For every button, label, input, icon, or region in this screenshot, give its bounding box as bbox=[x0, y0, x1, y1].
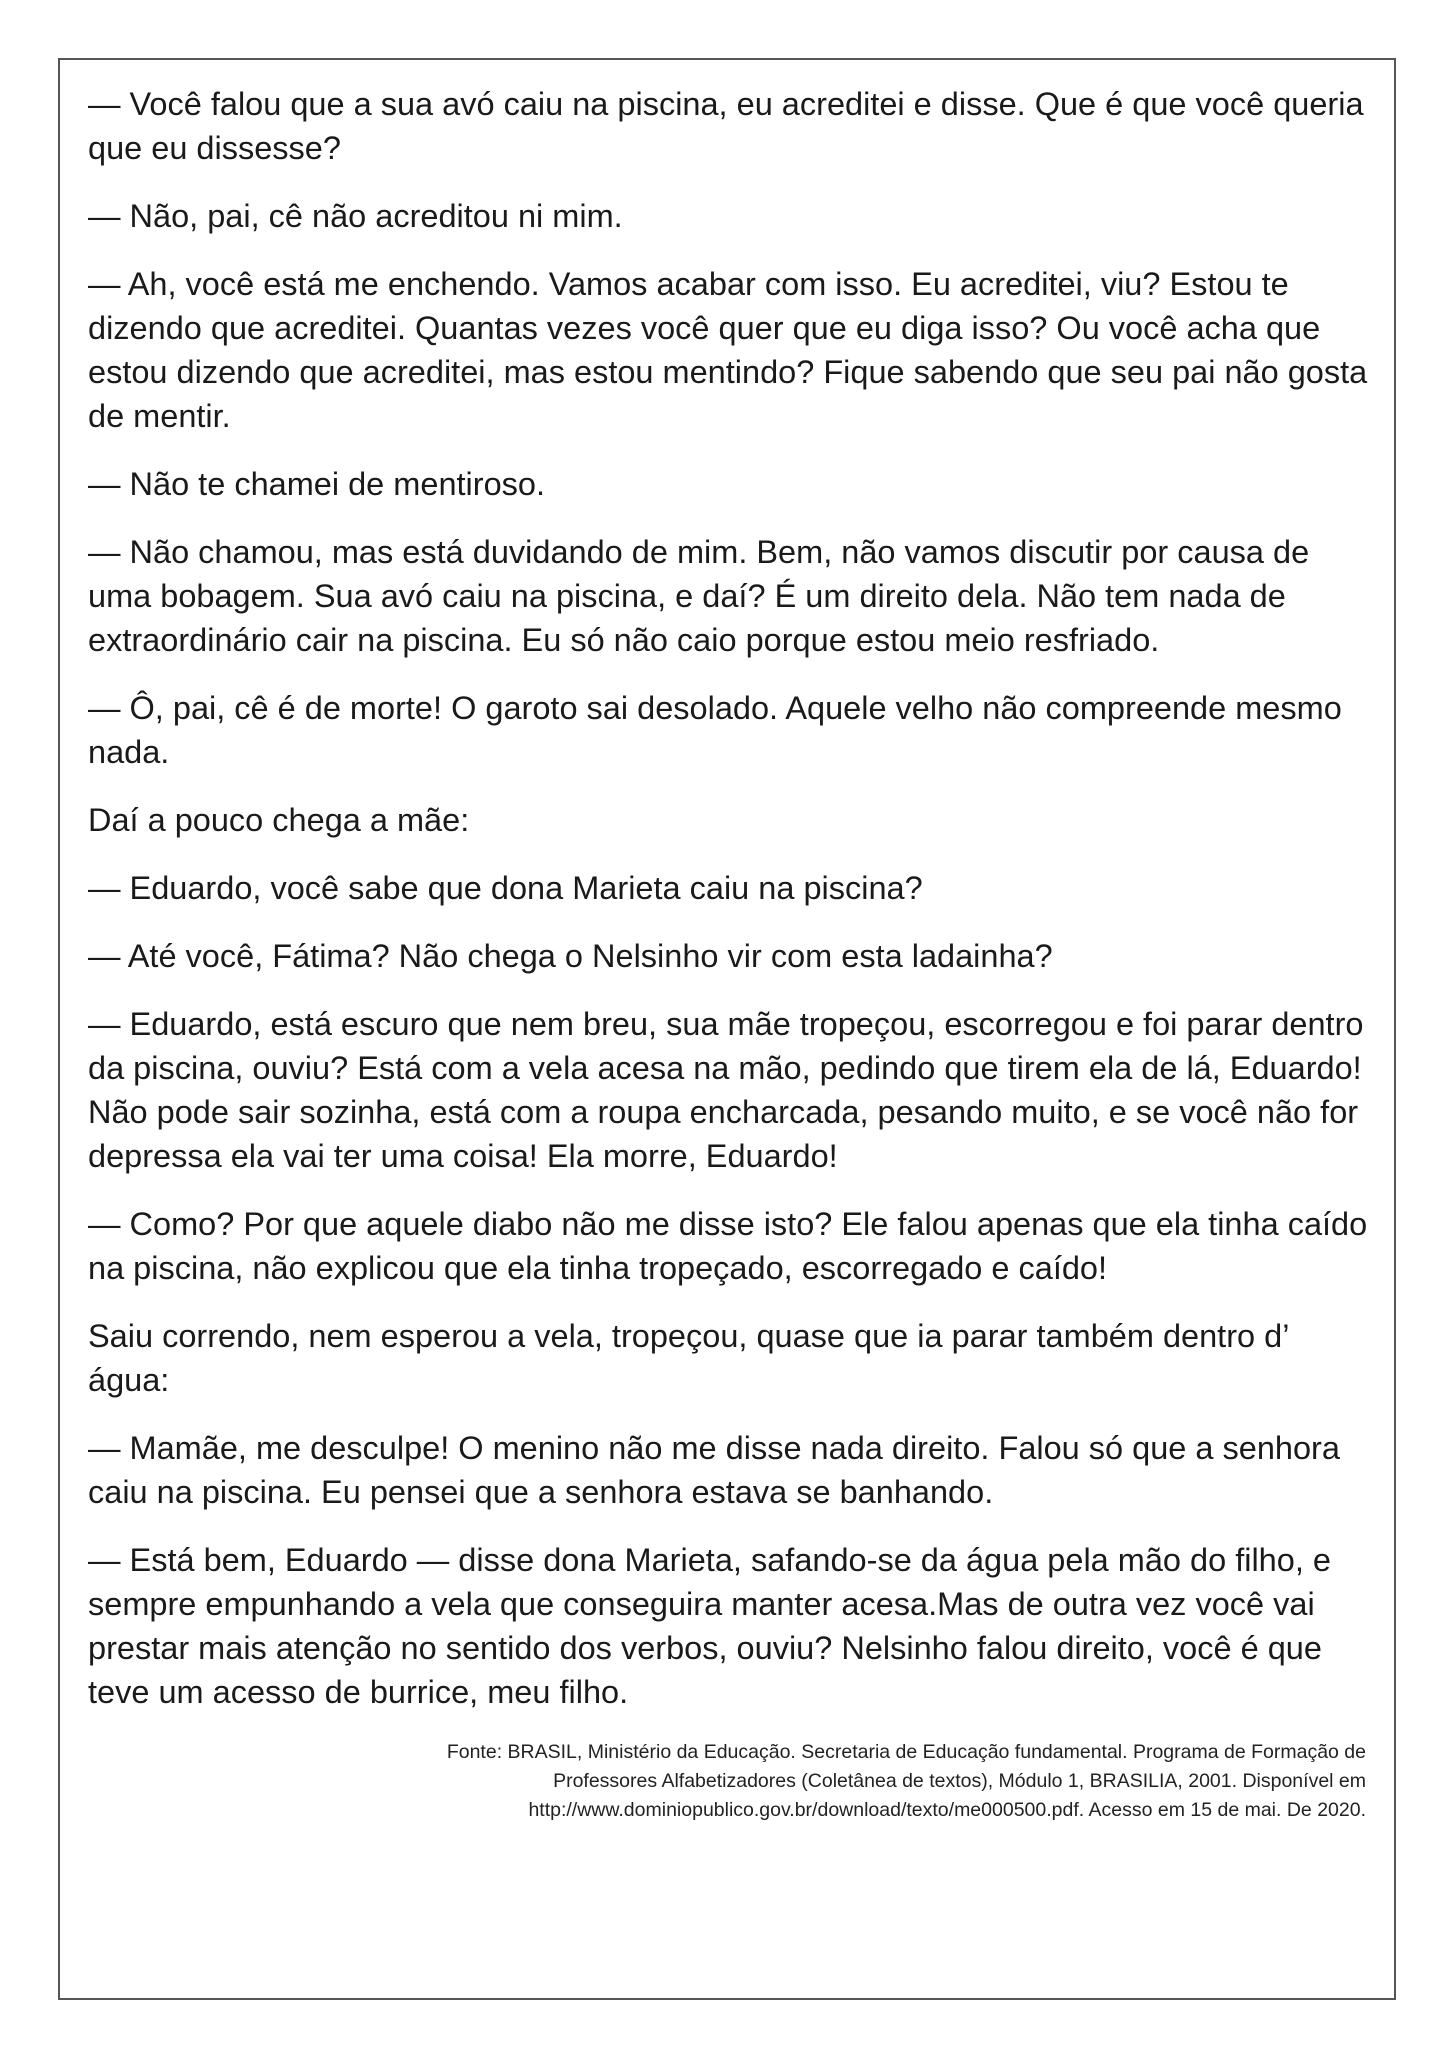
paragraph: — Não, pai, cê não acreditou ni mim. bbox=[88, 198, 623, 234]
paragraph: — Você falou que a sua avó caiu na piscina, eu acreditei e disse. Que é que você queria que eu dissesse? bbox=[88, 86, 1364, 166]
document-body bbox=[88, 82, 1370, 1825]
paragraph: — Mamãe, me desculpe! O menino não me disse nada direito. Falou só que a senhora caiu na piscina. Eu pensei que a senhora estava se banhando. bbox=[88, 1430, 1340, 1510]
paragraph: — Não chamou, mas está duvidando de mim. Bem, não vamos discutir por causa de uma bobagem. Sua avó caiu na piscina, e daí? É um direito dela. Não tem nada de extraordinário cair na piscina. Eu só não caio porque estou meio resfriado. bbox=[88, 534, 1310, 658]
paragraph: — Como? Por que aquele diabo não me disse isto? Ele falou apenas que ela tinha caído na piscina, não explicou que ela tinha tropeçado, escorregado e caído! bbox=[88, 1206, 1368, 1286]
paragraph: — Eduardo, você sabe que dona Marieta caiu na piscina? bbox=[88, 870, 923, 906]
paragraph: — Ah, você está me enchendo. Vamos acabar com isso. Eu acreditei, viu? Estou te dizendo que acreditei. Quantas vezes você quer que eu diga isso? Ou você acha que estou dizendo que acreditei, mas estou mentindo? Fique sabendo que seu pai não gosta de mentir. bbox=[88, 266, 1368, 434]
source-citation bbox=[88, 1738, 1370, 1825]
paragraph: — Até você, Fátima? Não chega o Nelsinho vir com esta ladainha? bbox=[88, 938, 1053, 974]
paragraph: — Não te chamei de mentiroso. bbox=[88, 466, 546, 502]
source-url-line: http://www.dominiopublico.gov.br/download/texto/me000500.pdf. Acesso em 15 de mai. De 2020. bbox=[528, 1799, 1366, 1821]
paragraph: — Ô, pai, cê é de morte! O garoto sai desolado. Aquele velho não compreende mesmo nada. bbox=[88, 690, 1342, 770]
source-line-2: Professores Alfabetizadores (Coletânea de textos), Módulo 1, BRASILIA, 2001. Disponível em bbox=[553, 1770, 1366, 1792]
paragraph: Saiu correndo, nem esperou a vela, tropeçou, quase que ia parar também dentro d’ água: bbox=[88, 1318, 1289, 1398]
paragraph: — Está bem, Eduardo — disse dona Marieta, safando-se da água pela mão do filho, e sempre empunhando a vela que conseguira manter acesa.Mas de outra vez você vai prestar mais atenção no sentido dos verbos, ouviu? Nelsinho falou direito, você é que teve um acesso de burrice, meu filho. bbox=[88, 1542, 1331, 1710]
source-line-1: Fonte: BRASIL, Ministério da Educação. Secretaria de Educação fundamental. Programa de Formação de bbox=[446, 1741, 1366, 1763]
paragraph: — Eduardo, está escuro que nem breu, sua mãe tropeçou, escorregou e foi parar dentro da piscina, ouviu? Está com a vela acesa na mão, pedindo que tirem ela de lá, Eduardo! Não pode sair sozinha, está com a roupa encharcada, pesando muito, e se você não for depressa ela vai ter uma coisa! Ela morre, Eduardo! bbox=[88, 1006, 1364, 1174]
paragraph: Daí a pouco chega a mãe: bbox=[88, 802, 470, 838]
